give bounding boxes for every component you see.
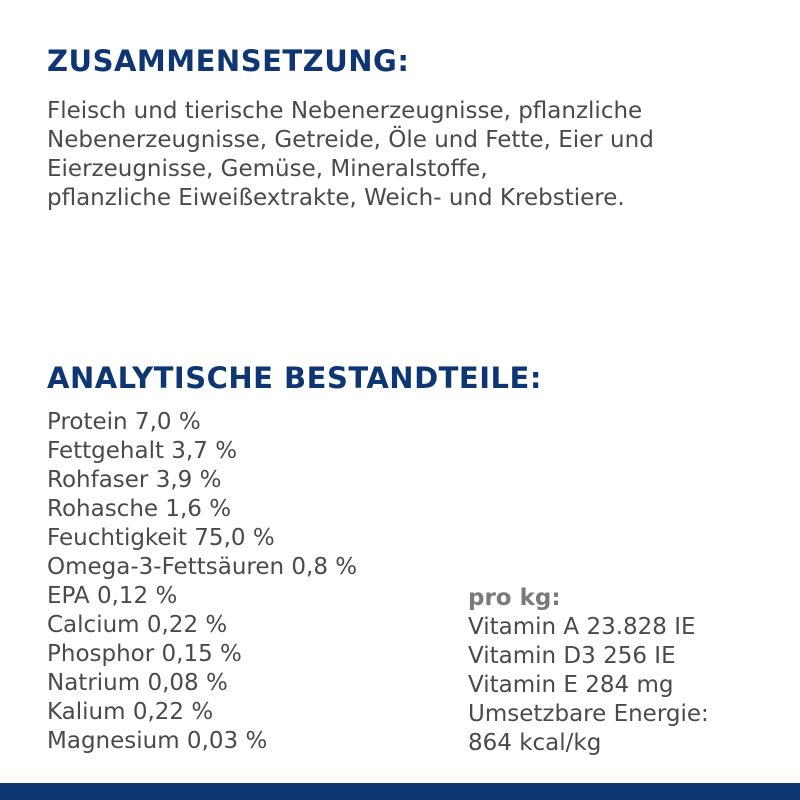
analytics-item: Magnesium 0,03 % (47, 728, 268, 754)
analytics-item: Omega-3-Fettsäuren 0,8 % (47, 554, 358, 580)
composition-line: Eierzeugnisse, Gemüse, Mineralstoffe, (47, 156, 488, 182)
per-kg-item: Vitamin D3 256 IE (468, 643, 676, 669)
per-kg-item: Vitamin A 23.828 IE (468, 614, 696, 640)
analytics-item: Fettgehalt 3,7 % (47, 438, 238, 464)
per-kg-item: Vitamin E 284 mg (468, 672, 674, 698)
analytics-heading: ANALYTISCHE BESTANDTEILE: (47, 361, 542, 395)
analytics-item: Natrium 0,08 % (47, 670, 228, 696)
analytics-item: Phosphor 0,15 % (47, 641, 242, 667)
analytics-item: Calcium 0,22 % (47, 612, 228, 638)
per-kg-item: Umsetzbare Energie: (468, 701, 709, 727)
analytics-item: EPA 0,12 % (47, 583, 178, 609)
analytics-item: Kalium 0,22 % (47, 699, 214, 725)
analytics-item: Feuchtigkeit 75,0 % (47, 525, 275, 551)
analytics-item: Rohasche 1,6 % (47, 496, 232, 522)
per-kg-list (468, 584, 709, 758)
composition-line: pflanzliche Eiweißextrakte, Weich- und Krebstiere. (47, 185, 625, 211)
analytics-item: Protein 7,0 % (47, 409, 201, 435)
composition-text (47, 97, 654, 213)
composition-line: Fleisch und tierische Nebenerzeugnisse, pflanzliche (47, 98, 643, 124)
analytics-list (47, 408, 357, 756)
composition-heading: ZUSAMMENSETZUNG: (47, 44, 410, 78)
per-kg-item: 864 kcal/kg (468, 730, 602, 756)
composition-line: Nebenerzeugnisse, Getreide, Öle und Fette, Eier und (47, 127, 654, 153)
footer-bar (0, 783, 800, 800)
analytics-item: Rohfaser 3,9 % (47, 467, 222, 493)
per-kg-label: pro kg: (468, 585, 561, 611)
